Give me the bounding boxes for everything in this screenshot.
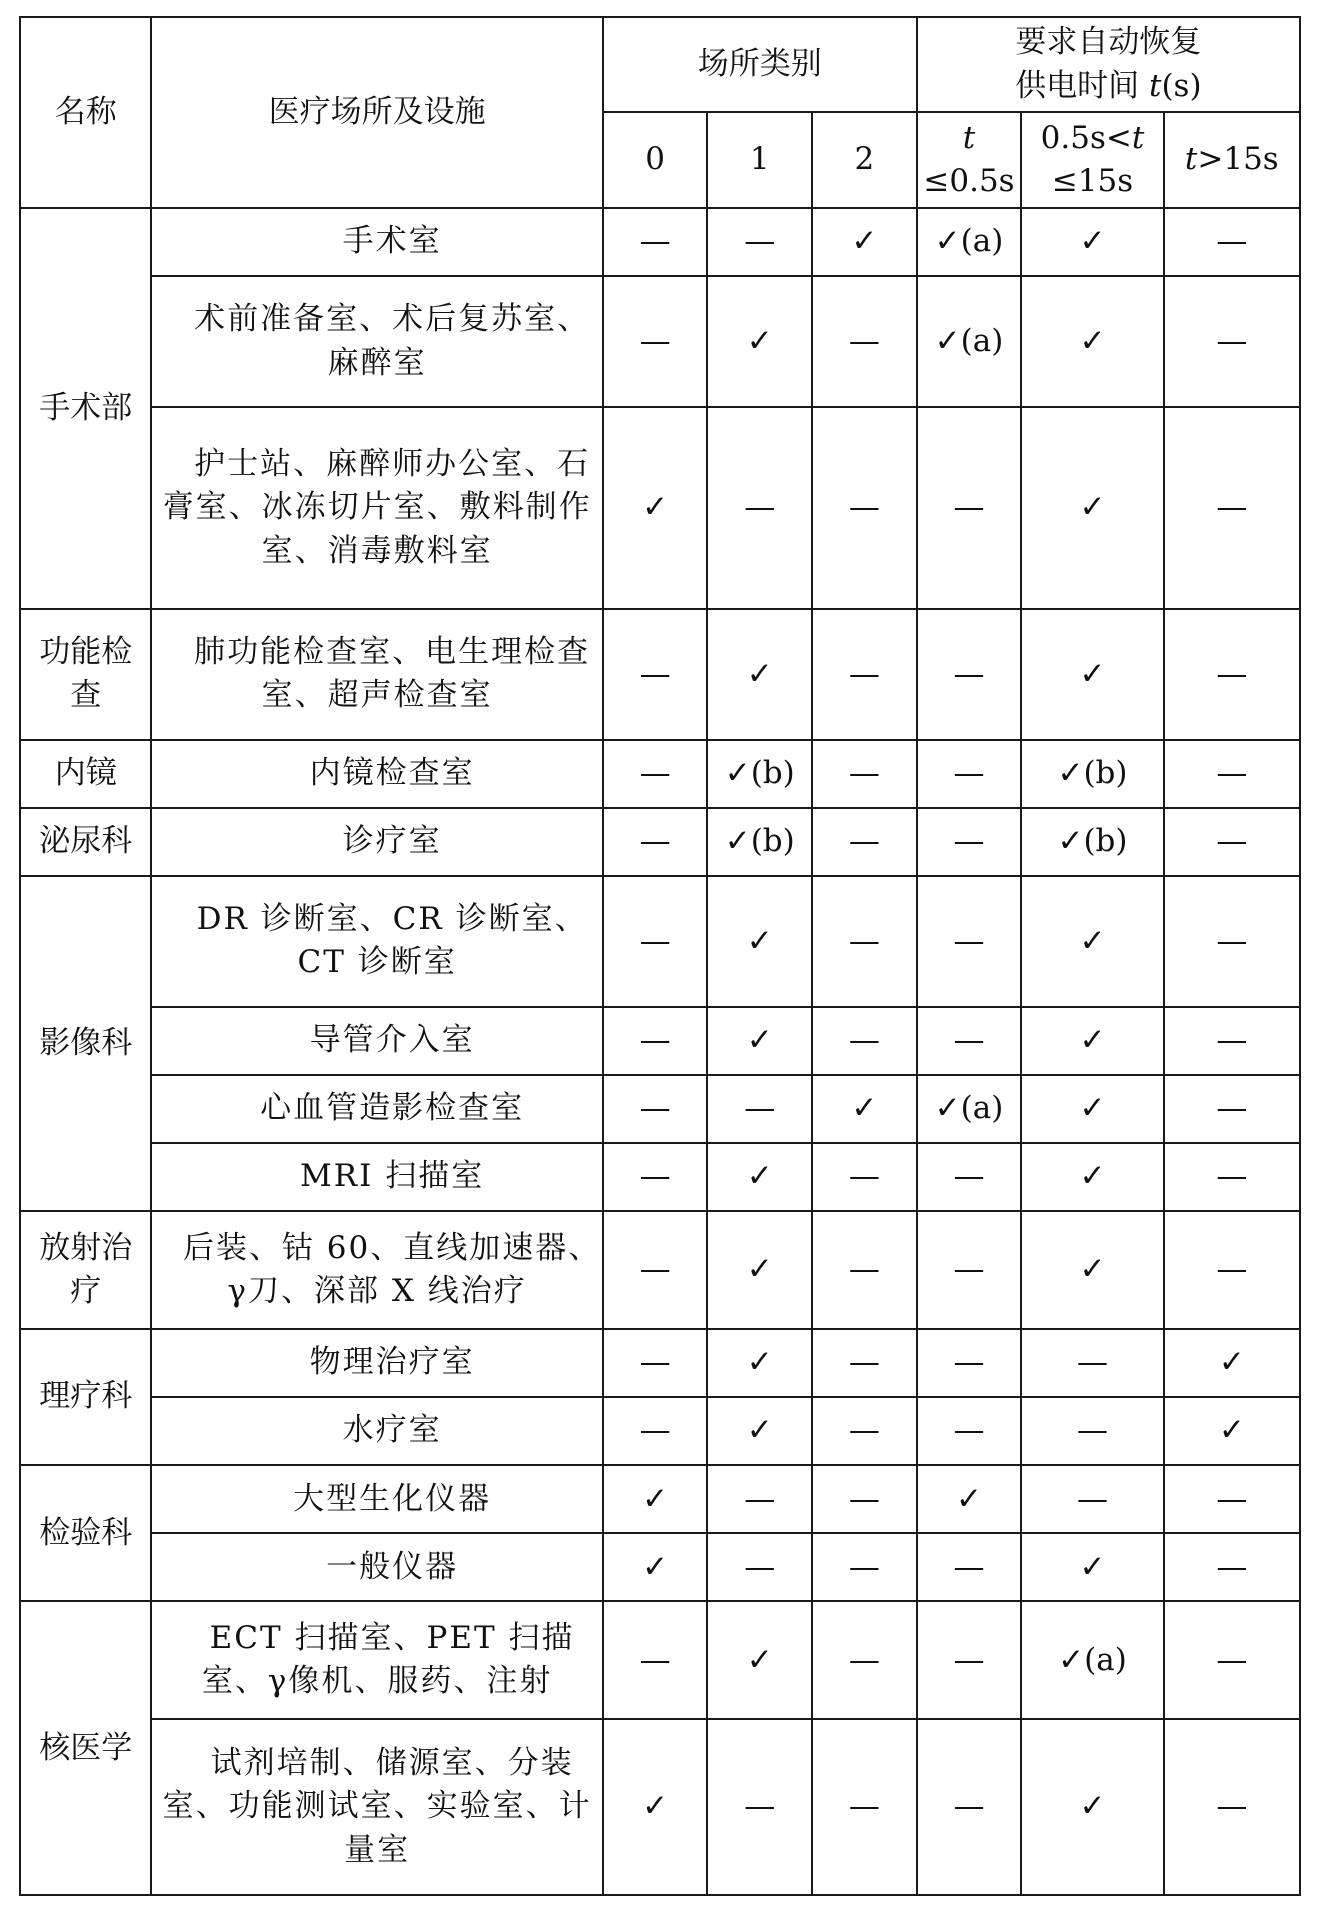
requirement-mark: ✓: [1021, 1719, 1163, 1895]
requirement-mark: ✓: [707, 1601, 812, 1719]
requirement-mark: —: [603, 1007, 708, 1075]
table-row: [20, 407, 1300, 609]
header-cat-2: 2: [812, 112, 917, 208]
table-row: [20, 1465, 1300, 1533]
requirement-mark: —: [812, 276, 917, 407]
requirement-mark: ✓: [1021, 1533, 1163, 1601]
requirement-mark: —: [812, 1007, 917, 1075]
table-row: [20, 1143, 1300, 1211]
requirement-mark: ✓: [1021, 1211, 1163, 1329]
facility-text: 护士站、麻醉师办公室、石膏室、冰冻切片室、敷料制作室、消毒敷料室: [162, 445, 592, 569]
facility-text: 试剂培制、储源室、分装室、功能测试室、实验室、计量室: [162, 1745, 592, 1868]
requirement-mark: —: [1164, 1211, 1300, 1329]
requirement-mark: —: [1164, 808, 1300, 876]
requirement-mark: —: [812, 1143, 917, 1211]
requirement-mark: —: [812, 1533, 917, 1601]
requirement-mark: —: [917, 407, 1022, 609]
facility-text: 诊疗室: [342, 823, 442, 860]
facility-cell: [151, 1533, 602, 1601]
requirement-mark: —: [603, 609, 708, 740]
requirement-mark: ✓(b): [1021, 808, 1163, 876]
requirement-mark: —: [1164, 276, 1300, 407]
table-row: [20, 1075, 1300, 1143]
facility-text: 术前准备室、术后复苏室、麻醉室: [194, 301, 591, 381]
requirement-mark: ✓(b): [1021, 740, 1163, 808]
header-t-gt-15s: t>15s: [1164, 112, 1300, 208]
table-row: [20, 1397, 1300, 1465]
requirement-mark: —: [603, 808, 708, 876]
header-t-le-0-5s: t ≤0.5s: [917, 112, 1022, 208]
facility-text: MRI 扫描室: [300, 1158, 485, 1195]
facility-cell: [151, 1007, 602, 1075]
requirement-mark: —: [603, 1397, 708, 1465]
requirement-mark: —: [917, 1719, 1022, 1895]
department-cell: 内镜: [20, 740, 151, 808]
table-row: [20, 1007, 1300, 1075]
requirement-mark: ✓: [603, 1533, 708, 1601]
requirement-mark: ✓: [1021, 1075, 1163, 1143]
facility-text: 大型生化仪器: [293, 1480, 492, 1517]
requirement-mark: ✓: [1021, 208, 1163, 276]
requirement-mark: ✓: [1021, 276, 1163, 407]
requirement-mark: —: [603, 740, 708, 808]
requirement-mark: ✓: [603, 407, 708, 609]
facility-text: DR 诊断室、CR 诊断室、CT 诊断室: [196, 901, 588, 981]
facility-text: ECT 扫描室、PET 扫描室、γ像机、服药、注射: [201, 1619, 575, 1700]
facility-text: 心血管造影检查室: [260, 1090, 525, 1127]
requirement-mark: ✓: [707, 1211, 812, 1329]
header-cat-1: 1: [707, 112, 812, 208]
facility-text: 水疗室: [342, 1412, 442, 1449]
department-cell: 影像科: [20, 876, 151, 1211]
requirement-mark: —: [917, 1329, 1022, 1397]
requirement-mark: —: [812, 876, 917, 1007]
requirement-mark: —: [1021, 1329, 1163, 1397]
department-cell: 手术部: [20, 208, 151, 609]
table-row: [20, 609, 1300, 740]
header-restore-time: [917, 17, 1300, 112]
requirement-mark: —: [603, 1143, 708, 1211]
facility-cell: [151, 1211, 602, 1329]
requirement-mark: —: [1164, 407, 1300, 609]
requirement-mark: ✓: [1021, 609, 1163, 740]
facility-text: 手术室: [342, 223, 442, 260]
requirement-mark: ✓: [1021, 1143, 1163, 1211]
department-cell: 泌尿科: [20, 808, 151, 876]
requirement-mark: ✓: [1021, 1007, 1163, 1075]
header-name: 名称: [20, 17, 151, 208]
facility-cell: [151, 609, 602, 740]
requirement-mark: —: [603, 1601, 708, 1719]
header-t-0-5-to-15s: 0.5s<t ≤15s: [1021, 112, 1163, 208]
restore-line2: 供电时间 t(s): [1015, 67, 1202, 104]
requirement-mark: —: [603, 1075, 708, 1143]
facility-cell: [151, 1719, 602, 1895]
requirement-mark: —: [1164, 1143, 1300, 1211]
requirement-mark: —: [812, 609, 917, 740]
facility-cell: [151, 1329, 602, 1397]
requirement-mark: —: [1164, 1075, 1300, 1143]
requirement-mark: —: [603, 276, 708, 407]
facility-cell: [151, 1465, 602, 1533]
requirement-mark: —: [603, 208, 708, 276]
requirement-mark: ✓: [603, 1465, 708, 1533]
header-cat-0: 0: [603, 112, 708, 208]
table-row: [20, 208, 1300, 276]
table-row: [20, 1533, 1300, 1601]
facility-text: 肺功能检查室、电生理检查室、超声检查室: [194, 633, 591, 714]
requirement-mark: —: [812, 1211, 917, 1329]
requirement-mark: —: [1164, 740, 1300, 808]
requirement-mark: ✓: [917, 1465, 1022, 1533]
requirement-mark: —: [917, 1143, 1022, 1211]
power-restore-table: [19, 16, 1301, 1896]
department-cell: 核医学: [20, 1601, 151, 1895]
requirement-mark: —: [1164, 1533, 1300, 1601]
header-category-group: 场所类别: [603, 17, 917, 112]
requirement-mark: —: [1164, 1465, 1300, 1533]
header-facility: 医疗场所及设施: [151, 17, 602, 208]
requirement-mark: —: [707, 1719, 812, 1895]
facility-cell: [151, 208, 602, 276]
table-row: [20, 740, 1300, 808]
requirement-mark: ✓: [707, 1007, 812, 1075]
facility-cell: [151, 740, 602, 808]
requirement-mark: —: [603, 876, 708, 1007]
facility-text: 导管介入室: [309, 1022, 475, 1059]
requirement-mark: —: [707, 407, 812, 609]
department-cell: 理疗科: [20, 1329, 151, 1465]
requirement-mark: —: [812, 1719, 917, 1895]
table-row: [20, 1329, 1300, 1397]
requirement-mark: —: [917, 1211, 1022, 1329]
requirement-mark: —: [812, 1397, 917, 1465]
requirement-mark: —: [1164, 208, 1300, 276]
facility-cell: [151, 407, 602, 609]
requirement-mark: —: [707, 208, 812, 276]
requirement-mark: —: [812, 407, 917, 609]
requirement-mark: ✓: [812, 208, 917, 276]
requirement-mark: ✓: [1164, 1397, 1300, 1465]
requirement-mark: ✓: [707, 276, 812, 407]
requirement-mark: —: [917, 1007, 1022, 1075]
requirement-mark: ✓(a): [917, 276, 1022, 407]
requirement-mark: —: [603, 1329, 708, 1397]
requirement-mark: ✓: [707, 1329, 812, 1397]
requirement-mark: ✓: [1021, 876, 1163, 1007]
requirement-mark: ✓(a): [917, 208, 1022, 276]
requirement-mark: —: [1164, 1007, 1300, 1075]
department-cell: 放射治疗: [20, 1211, 151, 1329]
requirement-mark: ✓: [707, 609, 812, 740]
requirement-mark: ✓: [603, 1719, 708, 1895]
requirement-mark: ✓: [707, 1397, 812, 1465]
facility-cell: [151, 276, 602, 407]
requirement-mark: ✓: [707, 876, 812, 1007]
table-row: [20, 808, 1300, 876]
facility-text: 内镜检查室: [309, 755, 475, 792]
requirement-mark: —: [812, 1465, 917, 1533]
requirement-mark: —: [812, 740, 917, 808]
department-cell: 功能检查: [20, 609, 151, 740]
table-row: [20, 1211, 1300, 1329]
facility-text: 后装、钴 60、直线加速器、γ刀、深部 X 线治疗: [182, 1229, 602, 1310]
requirement-mark: ✓(a): [917, 1075, 1022, 1143]
facility-text: 一般仪器: [326, 1548, 459, 1585]
requirement-mark: ✓: [812, 1075, 917, 1143]
requirement-mark: —: [707, 1533, 812, 1601]
requirement-mark: —: [917, 609, 1022, 740]
table-row: [20, 276, 1300, 407]
facility-cell: [151, 1075, 602, 1143]
requirement-mark: ✓(a): [1021, 1601, 1163, 1719]
requirement-mark: —: [1164, 1719, 1300, 1895]
requirement-mark: ✓(b): [707, 808, 812, 876]
requirement-mark: —: [917, 1397, 1022, 1465]
facility-cell: [151, 1143, 602, 1211]
requirement-mark: ✓(b): [707, 740, 812, 808]
facility-cell: [151, 808, 602, 876]
facility-cell: [151, 1397, 602, 1465]
requirement-mark: —: [1164, 876, 1300, 1007]
table-row: [20, 1719, 1300, 1895]
facility-cell: [151, 1601, 602, 1719]
table-row: [20, 1601, 1300, 1719]
requirement-mark: —: [917, 808, 1022, 876]
requirement-mark: ✓: [1021, 407, 1163, 609]
facility-cell: [151, 876, 602, 1007]
requirement-mark: —: [812, 1601, 917, 1719]
requirement-mark: —: [917, 1533, 1022, 1601]
requirement-mark: ✓: [707, 1143, 812, 1211]
requirement-mark: —: [1021, 1397, 1163, 1465]
requirement-mark: —: [707, 1075, 812, 1143]
requirement-mark: —: [917, 876, 1022, 1007]
requirement-mark: —: [812, 1329, 917, 1397]
table-row: [20, 876, 1300, 1007]
requirement-mark: —: [1164, 609, 1300, 740]
requirement-mark: —: [917, 740, 1022, 808]
requirement-mark: —: [1021, 1465, 1163, 1533]
requirement-mark: —: [707, 1465, 812, 1533]
requirement-mark: ✓: [1164, 1329, 1300, 1397]
restore-line1: 要求自动恢复: [1015, 24, 1202, 61]
requirement-mark: —: [917, 1601, 1022, 1719]
requirement-mark: —: [603, 1211, 708, 1329]
requirement-mark: —: [1164, 1601, 1300, 1719]
requirement-mark: —: [812, 808, 917, 876]
department-cell: 检验科: [20, 1465, 151, 1601]
facility-text: 物理治疗室: [309, 1344, 475, 1381]
